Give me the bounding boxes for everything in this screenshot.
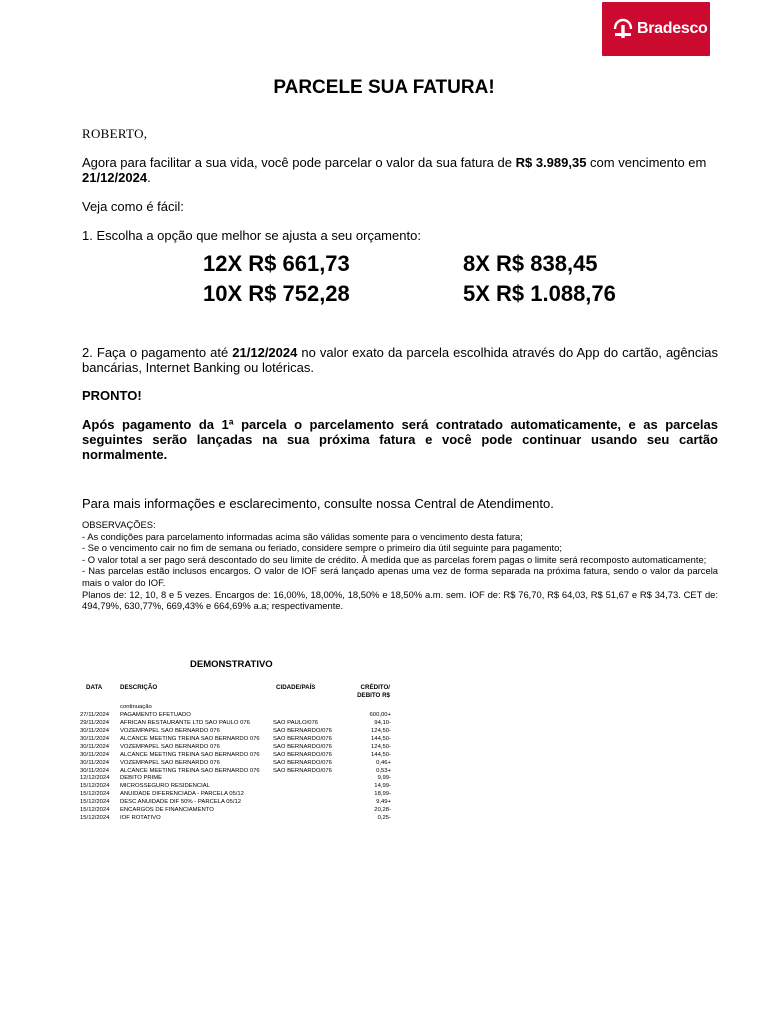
table-row: 15/12/2024 ANUIDADE DIFERENCIADA - PARCELA 05/12 18,99- xyxy=(80,791,391,798)
column-header-date: DATA xyxy=(86,684,103,691)
plans-text: Planos de: 12, 10, 8 e 5 vezes. Encargos de: 16,00%, 18,00%, 18,50% e 18,50% a.m. sem. IOF de: R$ 76,70, R$ 64,03, R$ 51,67 e R$ 34,73. CET de: 494,79%, 630,77%, 669,43% e 664,69% a.a; respectivamente. xyxy=(82,588,718,612)
observation-item: - Se o vencimento cair no fim de semana ou feriado, considere sempre o primeiro dia útil seguinte para pagamento; xyxy=(82,542,562,554)
observations-heading: OBSERVAÇÕES: xyxy=(82,519,156,530)
table-row: 15/12/2024 MICROSSEGURO RESIDENCIAL 14,99- xyxy=(80,783,391,790)
statement-table xyxy=(80,704,400,823)
table-row: 30/11/2024 VOZEMPAPEL SAO BERNARDO 076 SAO BERNARDO/076 124,50- xyxy=(80,743,391,750)
table-row: 12/12/2024 DEBITO PRIME 9,99- xyxy=(80,775,391,782)
after-payment-note: Após pagamento da 1ª parcela o parcelamento será contratado automaticamente, e as parcelas seguintes serão lançadas na sua próxima fatura e você pode continuar usando seu cartão normalmente. xyxy=(82,417,718,462)
table-row: 15/12/2024 ENCARGOS DE FINANCIAMENTO 20,28- xyxy=(80,807,391,814)
invoice-amount: R$ 3.989,35 xyxy=(515,155,587,170)
bradesco-logo xyxy=(602,2,710,56)
column-header-description: DESCRIÇÃO xyxy=(120,684,158,691)
bradesco-tree-icon xyxy=(612,18,634,40)
continuation-row: continuação xyxy=(120,704,152,710)
table-row: 29/11/2024 AFRICAN RESTAURANTE LTD SAO PAULO 076 SAO PAULO/076 94,10- xyxy=(80,719,391,726)
option-10x: 10X R$ 752,28 xyxy=(203,281,350,306)
column-header-amount: CRÉDITO/ DEBITO R$ xyxy=(357,684,390,699)
table-row: 30/11/2024 VOZEMPAPEL SAO BERNARDO 076 SAO BERNARDO/076 0,46+ xyxy=(80,759,391,766)
option-8x: 8X R$ 838,45 xyxy=(463,251,598,276)
table-row: 27/11/2024 PAGAMENTO EFETUADO 600,00+ xyxy=(80,711,391,718)
observation-item: - As condições para parcelamento informadas acima são válidas somente para o vencimento desta fatura; xyxy=(82,530,523,542)
more-info: Para mais informações e esclarecimento, consulte nossa Central de Atendimento. xyxy=(82,496,554,511)
table-row: 30/11/2024 ALCANCE MEETING TREINA SAO BERNARDO 076 SAO BERNARDO/076 144,50- xyxy=(80,751,391,758)
pronto-heading: PRONTO! xyxy=(82,388,142,403)
due-date: 21/12/2024 xyxy=(82,170,148,185)
step-2: 2. Faça o pagamento até 21/12/2024 no valor exato da parcela escolhida através do App do cartão, agências bancárias, Internet Banking ou lotéricas. xyxy=(82,345,718,375)
customer-name: ROBERTO, xyxy=(82,126,148,141)
step-1: 1. Escolha a opção que melhor se ajusta a seu orçamento: xyxy=(82,228,421,243)
easy-text: Veja como é fácil: xyxy=(82,199,184,214)
table-row: 15/12/2024 IOF ROTATIVO 0,25- xyxy=(80,815,391,822)
observations xyxy=(82,519,718,612)
observation-item: - Nas parcelas estão inclusos encargos. O valor de IOF será lançado apenas uma vez de forma separada na próxima fatura, sendo o valor da parcela mais o valor do IOF. xyxy=(82,565,718,588)
option-5x: 5X R$ 1.088,76 xyxy=(463,281,616,306)
table-row: 30/11/2024 ALCANCE MEETING TREINA SAO BERNARDO 076 SAO BERNARDO/076 0,53+ xyxy=(80,767,391,774)
statement-title: DEMONSTRATIVO xyxy=(190,659,273,670)
table-row: 30/11/2024 ALCANCE MEETING TREINA SAO BERNARDO 076 SAO BERNARDO/076 144,50- xyxy=(80,735,391,742)
intro-paragraph: Agora para facilitar a sua vida, você pode parcelar o valor da sua fatura de R$ 3.989,35 com vencimento em 21/12/2024. xyxy=(82,155,707,185)
table-row: 30/11/2024 VOZEMPAPEL SAO BERNARDO 076 SAO BERNARDO/076 124,50- xyxy=(80,727,391,734)
option-12x: 12X R$ 661,73 xyxy=(203,251,350,276)
page-title: PARCELE SUA FATURA! xyxy=(273,77,495,98)
observation-item: - O valor total a ser pago será descontado do seu limite de crédito. À medida que as parcelas forem pagas o limite será recomposto automaticamente; xyxy=(82,553,707,565)
column-header-city: CIDADE/PAÍS xyxy=(276,684,316,691)
table-row: 15/12/2024 DESC ANUIDADE DIF 50% - PARCELA 05/12 9,49+ xyxy=(80,799,391,806)
brand-name: Bradesco xyxy=(637,20,708,37)
payment-deadline: 21/12/2024 xyxy=(232,345,298,360)
